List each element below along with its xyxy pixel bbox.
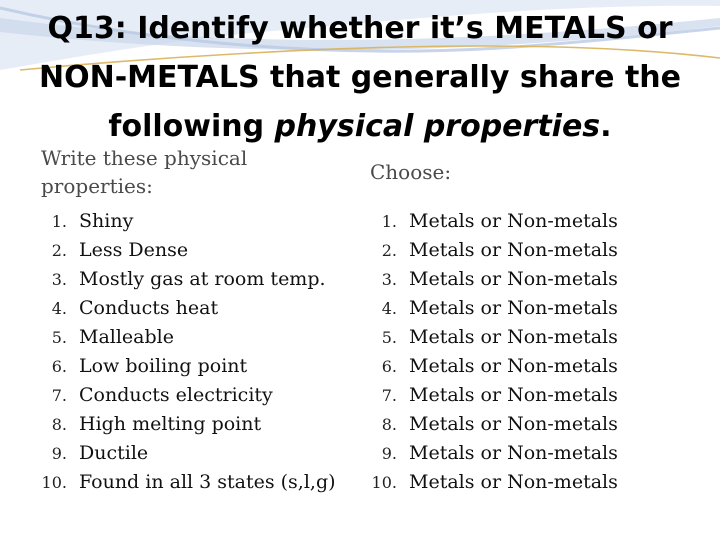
list-item	[342, 207, 712, 236]
list-item	[342, 265, 712, 294]
list-item	[342, 352, 712, 381]
item-text: Metals or Non-metals	[409, 471, 618, 493]
item-number: 5.	[381, 328, 397, 347]
list-item	[12, 265, 357, 294]
item-number: 2.	[51, 241, 67, 260]
list-item	[342, 410, 712, 439]
item-text: Ductile	[79, 442, 149, 464]
item-number: 3.	[381, 270, 397, 289]
item-text: Metals or Non-metals	[409, 326, 618, 348]
item-text: Metals or Non-metals	[409, 355, 618, 377]
list-item	[342, 468, 712, 497]
list-item	[12, 381, 357, 410]
item-text: Metals or Non-metals	[409, 268, 618, 290]
item-number: 4.	[51, 299, 67, 318]
choices-list	[342, 207, 712, 497]
list-item	[342, 294, 712, 323]
list-item	[342, 236, 712, 265]
item-text: Metals or Non-metals	[409, 210, 618, 232]
item-number: 8.	[51, 415, 67, 434]
title-question-number: Q13:	[47, 11, 138, 46]
list-item	[12, 439, 357, 468]
item-text: Conducts heat	[79, 297, 219, 319]
item-number: 9.	[51, 444, 67, 463]
list-item	[342, 381, 712, 410]
item-text: Less Dense	[79, 239, 189, 261]
list-item	[342, 323, 712, 352]
title-prompt: Identify whether it’s METALS or NON-METALS that generally share the following	[39, 11, 681, 144]
item-text: Found in all 3 states (s,l,g)	[79, 471, 336, 493]
list-item	[342, 439, 712, 468]
list-item	[12, 323, 357, 352]
item-number: 1.	[381, 212, 397, 231]
item-number: 7.	[381, 386, 397, 405]
slide-title	[0, 4, 720, 151]
title-emphasis: physical properties	[274, 109, 601, 144]
left-column-header: Write these physical properties:	[41, 146, 248, 198]
list-item	[12, 207, 357, 236]
list-item	[12, 352, 357, 381]
item-number: 1.	[51, 212, 67, 231]
item-text: High melting point	[79, 413, 262, 435]
item-number: 6.	[51, 357, 67, 376]
item-number: 10.	[41, 473, 67, 492]
properties-list	[12, 207, 357, 497]
item-number: 6.	[381, 357, 397, 376]
item-text: Conducts electricity	[79, 384, 273, 406]
item-text: Shiny	[79, 210, 134, 232]
item-text: Metals or Non-metals	[409, 297, 618, 319]
item-text: Metals or Non-metals	[409, 384, 618, 406]
list-item	[12, 410, 357, 439]
item-text: Metals or Non-metals	[409, 442, 618, 464]
right-column-header: Choose:	[370, 160, 452, 184]
item-number: 9.	[381, 444, 397, 463]
item-text: Low boiling point	[79, 355, 248, 377]
item-number: 7.	[51, 386, 67, 405]
title-period: .	[600, 109, 612, 144]
item-text: Malleable	[79, 326, 174, 348]
item-number: 3.	[51, 270, 67, 289]
item-text: Metals or Non-metals	[409, 239, 618, 261]
item-text: Mostly gas at room temp.	[79, 268, 326, 290]
item-number: 2.	[381, 241, 397, 260]
item-text: Metals or Non-metals	[409, 413, 618, 435]
item-number: 10.	[371, 473, 397, 492]
list-item	[12, 236, 357, 265]
item-number: 4.	[381, 299, 397, 318]
list-item	[12, 294, 357, 323]
list-item	[12, 468, 357, 497]
item-number: 5.	[51, 328, 67, 347]
item-number: 8.	[381, 415, 397, 434]
